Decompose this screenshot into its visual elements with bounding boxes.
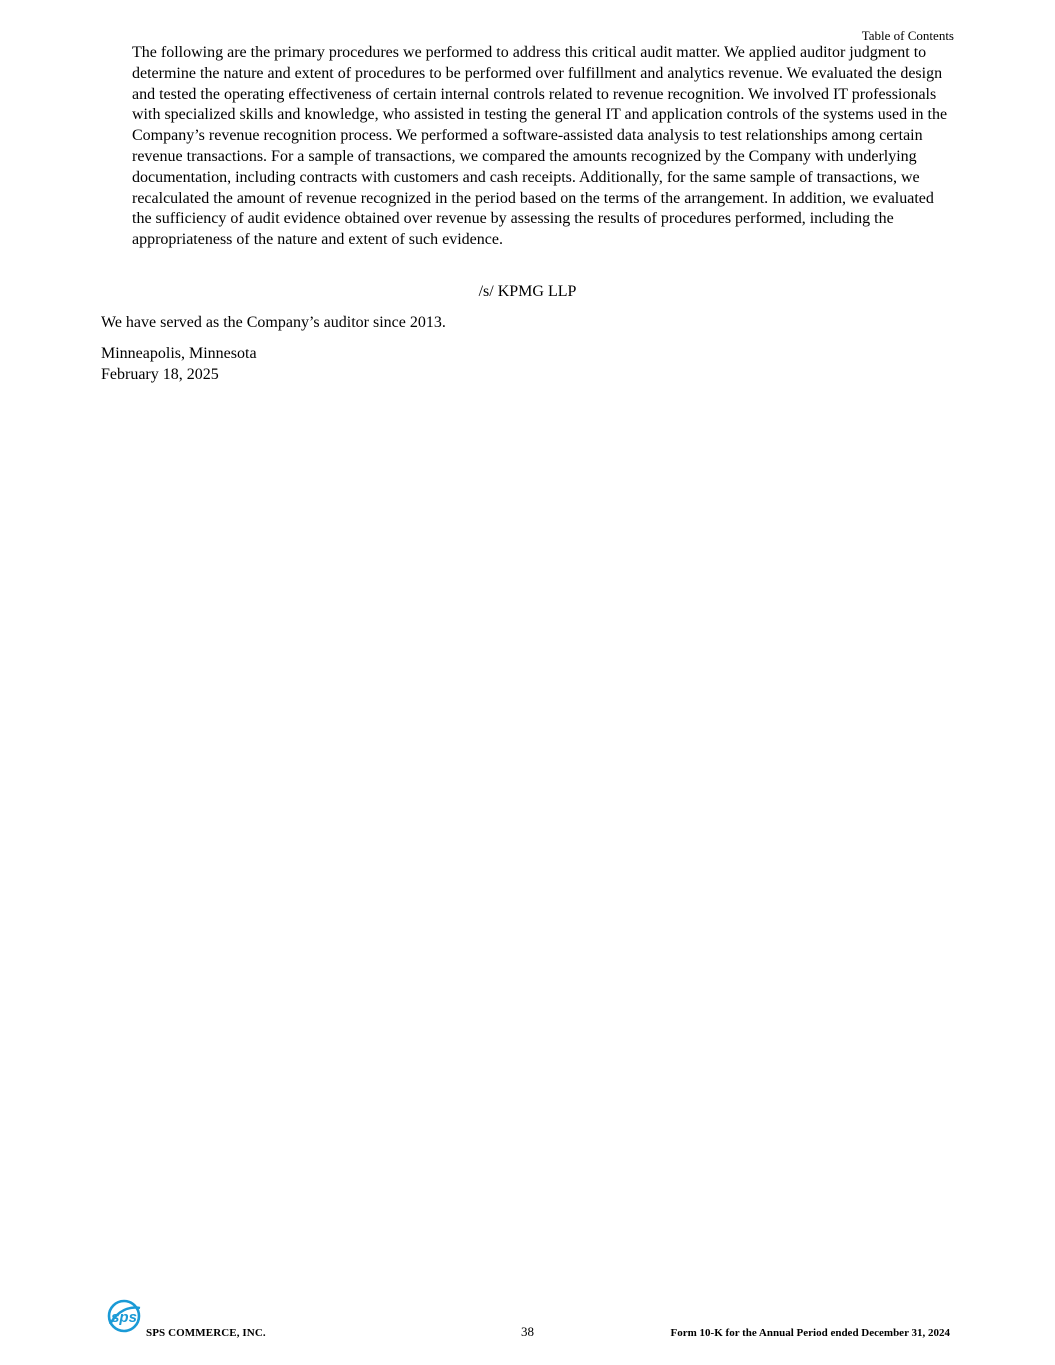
table-of-contents-link[interactable]: Table of Contents: [861, 28, 954, 43]
page-number: 38: [521, 1324, 534, 1339]
page-footer: [0, 1296, 1055, 1344]
footer-form-label: Form 10-K for the Annual Period ended December 31, 2024: [670, 1327, 950, 1339]
location-line: Minneapolis, Minnesota: [101, 345, 257, 362]
date-line: February 18, 2025: [101, 365, 219, 383]
auditor-tenure-statement: We have served as the Company’s auditor since 2013.: [101, 314, 446, 331]
procedures-paragraph: The following are the primary procedures we performed to address this critical audit matter. We applied auditor judgment to determine the nature and extent of procedures to be performed over fulfillment and analytics revenue. We evaluated the design and tested the operating effectiveness of certain internal controls related to revenue recognition. We involved IT professionals with specialized skills and knowledge, who assisted in testing the general IT and application controls of the systems used in the Company’s revenue recognition process. We performed a software-assisted data analysis to test relationships among certain revenue transactions. For a sample of transactions, we compared the amounts recognized by the Company with underlying documentation, including contracts with customers and cash receipts. Additionally, for the same sample of transactions, we recalculated the amount of revenue recognized in the period based on the terms of the arrangement. In addition, we evaluated the sufficiency of audit evidence obtained over revenue by assessing the results of procedures performed, including the appropriateness of the nature and extent of such evidence.: [132, 44, 948, 249]
location-date-block: [101, 344, 257, 385]
footer-company-name: SPS COMMERCE, INC.: [146, 1327, 266, 1339]
auditor-signature: /s/ KPMG LLP: [478, 283, 577, 300]
svg-text:sps: sps: [111, 1309, 137, 1326]
